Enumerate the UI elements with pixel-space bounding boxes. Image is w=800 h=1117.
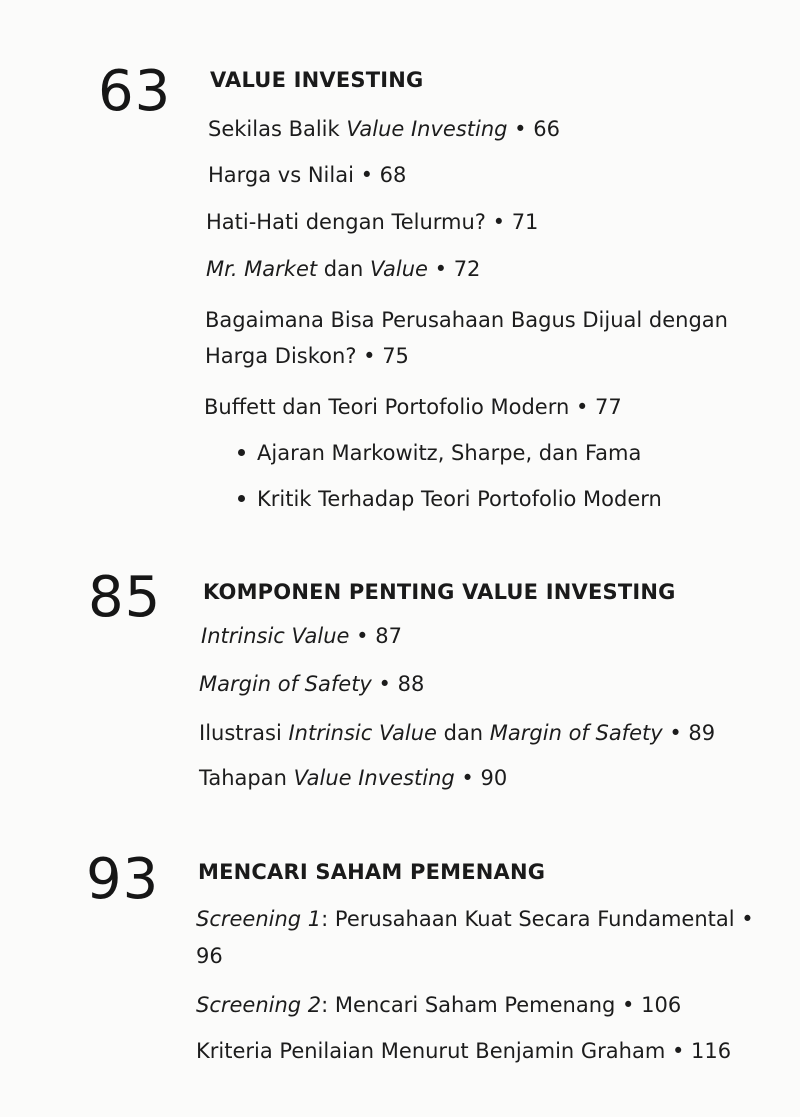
- entry-text: Sekilas Balik: [208, 117, 347, 141]
- entry-text: • 90: [454, 766, 508, 790]
- entry-text: Ilustrasi: [199, 721, 289, 745]
- entry-text: Harga Diskon? • 75: [205, 344, 409, 368]
- toc-entry-continued: [196, 937, 223, 975]
- chapter-title: KOMPONEN PENTING VALUE INVESTING: [203, 580, 676, 604]
- toc-entry: [201, 617, 402, 655]
- entry-text: : Mencari Saham Pemenang • 106: [321, 993, 682, 1017]
- entry-text: • 72: [427, 257, 481, 281]
- entry-italic-text: Value Investing: [293, 766, 455, 790]
- entry-text: Harga vs Nilai • 68: [208, 163, 407, 187]
- toc-entry: [196, 900, 754, 938]
- toc-entry: [204, 388, 622, 426]
- toc-entry: [199, 714, 715, 752]
- chapter-number: 93: [86, 847, 160, 912]
- toc-entry: [208, 110, 560, 148]
- entry-italic-text: Intrinsic Value: [201, 624, 350, 648]
- toc-entry-continued: [205, 337, 409, 375]
- entry-italic-text: Value Investing: [346, 117, 508, 141]
- entry-text: Kriteria Penilaian Menurut Benjamin Graham • 116: [196, 1039, 732, 1063]
- entry-text: • 66: [507, 117, 560, 141]
- entry-italic-text: Intrinsic Value: [288, 721, 437, 745]
- entry-italic-text: Margin of Safety: [489, 721, 663, 745]
- entry-italic-text: Mr. Market: [206, 257, 318, 281]
- chapter-number: 85: [88, 565, 162, 630]
- subentry-label: Ajaran Markowitz, Sharpe, dan Fama: [257, 441, 642, 465]
- chapter-title: MENCARI SAHAM PEMENANG: [198, 860, 546, 884]
- entry-italic-text: Margin of Safety: [199, 672, 372, 696]
- toc-subentry: [238, 434, 641, 472]
- toc-subentry: [238, 480, 662, 518]
- entry-text: Hati-Hati dengan Telurmu? • 71: [206, 210, 539, 234]
- entry-italic-text: Screening 2: [196, 993, 322, 1017]
- entry-italic-text: Value: [369, 257, 428, 281]
- bullet-icon: [238, 449, 245, 456]
- entry-text: : Perusahaan Kuat Secara Fundamental •: [321, 907, 754, 931]
- subentry-label: Kritik Terhadap Teori Portofolio Modern: [257, 487, 662, 511]
- bullet-icon: [238, 495, 245, 502]
- entry-text: dan: [317, 257, 370, 281]
- toc-entry: [206, 250, 480, 288]
- entry-text: 96: [196, 944, 223, 968]
- entry-text: Bagaimana Bisa Perusahaan Bagus Dijual dengan: [205, 308, 728, 332]
- toc-entry: [196, 1032, 731, 1070]
- entry-text: • 89: [662, 721, 716, 745]
- chapter-number: 63: [98, 59, 172, 124]
- toc-entry: [205, 301, 728, 339]
- entry-text: Buffett dan Teori Portofolio Modern • 77: [204, 395, 622, 419]
- chapter-title: VALUE INVESTING: [210, 68, 424, 92]
- toc-entry: [196, 986, 681, 1024]
- entry-text: • 87: [349, 624, 402, 648]
- entry-text: dan: [436, 721, 490, 745]
- toc-entry: [208, 156, 406, 194]
- toc-entry: [199, 665, 424, 703]
- entry-italic-text: Screening 1: [196, 907, 322, 931]
- entry-text: Tahapan: [199, 766, 294, 790]
- entry-text: • 88: [371, 672, 425, 696]
- toc-entry: [199, 759, 507, 797]
- toc-entry: [206, 203, 538, 241]
